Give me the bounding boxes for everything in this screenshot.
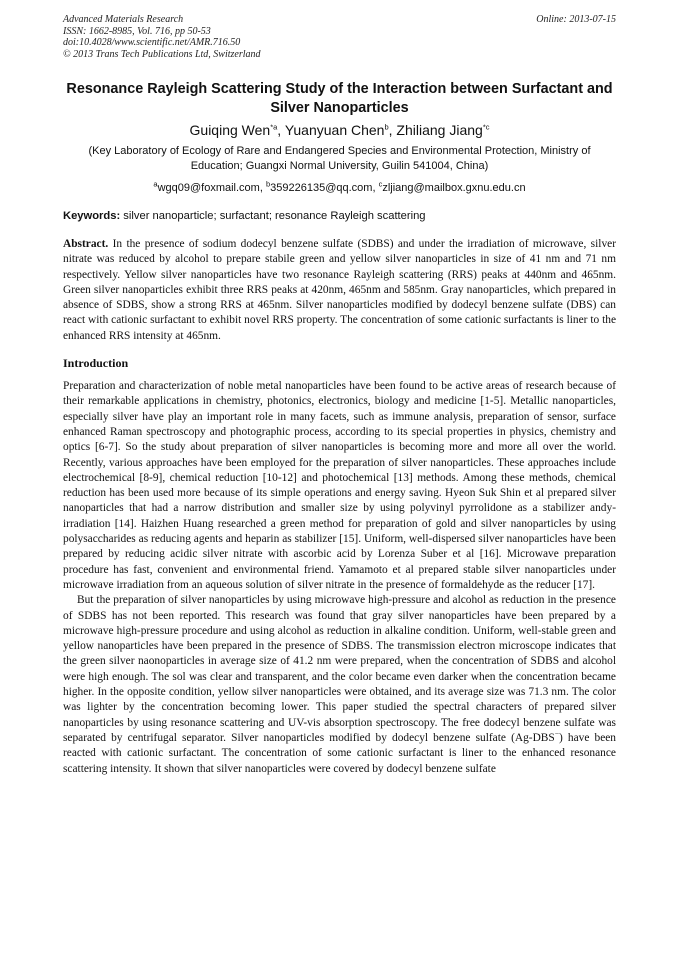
section-heading-introduction: Introduction (63, 356, 129, 371)
intro-paragraph: Preparation and characterization of noble metal nanoparticles have been found to be active areas of research because of their remarkable applications in chemistry, photonics, electronics, biology and medicine [1-5]. Metallic nanoparticles, especially silver have play an important role in many facets, such as immune analysis, preparation of sensor, surface enhanced Raman spectroscopy and photographic process, according to its special properties in physics, chemistry and optics [6-7]. So the study about preparation of silver nanoparticles is becoming more and more all over the world. Recently, various approaches have been employed for the preparation of silver nanoparticles. These approaches include electrochemical [8-9], chemical reduction [10-12] and photochemical [13] methods. Among these methods, chemical reduction has been used more because of its simple operations and energy saving. Hyeon Suk Shin et al prepared silver nanoparticles that had a narrow distribution and smaller size by using polyvinyl pyrrolidone as a stabilizer andy-irradiation [14]. Haizhen Huang researched a green method for preparation of gold and silver nanoparticles by using polysaccharides as reducing agents and heparin as stabilizer [15]. Uniform, well-dispersed silver nanoparticles have been prepared by reducing acidic silver nitrate with ascorbic acid by Lorenza Suber et al [16]. Microwave preparation procedure has fast, convenient and environmental friend. Yamamoto et al prepared stable silver nanoparticles under microwave irradiation from an aqueous solution of silver nitrate in the presence of formaldehyde as the reducer [17]. (63, 380, 616, 591)
intro-paragraph (63, 593, 616, 777)
abstract (63, 237, 616, 344)
keywords (63, 209, 616, 223)
journal-doi[interactable]: doi:10.4028/www.scientific.net/AMR.716.50 (63, 37, 241, 48)
email-list (63, 181, 616, 195)
author-separator: , (277, 122, 285, 138)
journal-header (63, 14, 616, 60)
affiliation: (Key Laboratory of Ecology of Rare and Endangered Species and Environmental Protection, Ministry of Education; Guangxi Normal University, Guilin 541004, China) (88, 145, 591, 172)
email-link[interactable]: wgq09@foxmail.com (157, 182, 260, 194)
keywords-label: Keywords: (63, 210, 121, 222)
email-link[interactable]: 359226135@qq.com (270, 182, 373, 194)
author-name: Yuanyuan Chen (284, 122, 385, 138)
email-marker: b (265, 179, 271, 189)
abstract-label: Abstract. (63, 238, 109, 250)
journal-name: Advanced Materials Research (63, 14, 184, 25)
email-separator: , (259, 182, 266, 194)
author-marker: *a (270, 122, 278, 132)
author-name: Zhiliang Jiang (396, 122, 483, 138)
journal-issn: ISSN: 1662-8985, Vol. 716, pp 50-53 (63, 25, 211, 37)
author-separator: , (388, 122, 397, 138)
author-marker: b (384, 122, 389, 132)
introduction-body (63, 379, 616, 777)
journal-copyright: © 2013 Trans Tech Publications Ltd, Switzerland (63, 48, 261, 60)
paper-title: Resonance Rayleigh Scattering Study of the Interaction between Surfactant and Silver Nanoparticles (66, 81, 613, 116)
email-separator: , (372, 182, 379, 194)
email-link[interactable]: zljiang@mailbox.gxnu.edu.cn (382, 182, 526, 194)
online-date: Online: 2013-07-15 (536, 14, 616, 25)
paper-page (63, 14, 616, 777)
abstract-text: In the presence of sodium dodecyl benzene sulfate (SDBS) and under the irradiation of microwave, silver nitrate was reduced by alcohol to prepare stabile green and yellow silver nanoparticles in size of 41 nm and 71 nm respectively. Yellow silver nanoparticles have two resonance Rayleigh scattering (RRS) peaks at 440nm and 465nm. Green silver nanoparticles exhibit three RRS peaks at 420nm, 465nm and 585nm. Gray nanoparticles, which prepared in absence of SDBS, show a strong RRS at 465nm. Silver nanoparticles modified by dodecyl benzene sulfate (DBS) can react with cationic surfactant to exhibit novel RRS property. The concentration of some cationic surfactants is liner to the enhanced RRS intensity at 465nm. (63, 238, 616, 342)
intro-paragraph-text: But the preparation of silver nanoparticles by using microwave high-pressure and alcohol as reduction in the presence of SDBS has not been reported. This research was found that gray silver nanoparticles have been prepared by a microwave high-pressure procedure and using alcohol as reduction in alkaline condition. Uniform, well-stable green and yellow nanoparticles have been prepared in the presence of SDBS. The transmission electron microscope indicates that the green silver naonoparticles in average size of 41.2 nm were prepared, when the concentration of SDBS and alcohol were high enough. The sol was clear and transparent, and the color became even darker when the concentration became higher. In the opposite condition, yellow silver nanoparticles were obtained, and its average size was 71.3 nm. The color was lighter by the concentration becoming lower. This paper studied the spectral characters of prepared silver nanoparticles by using resonance scattering and UV-vis absorption spectroscopy. The free dodecyl benzene sulfate was separated by centrifugal separator. Silver nanoparticles modified by dodecyl benzene sulfate (Ag-DBS (63, 594, 616, 744)
author-name: Guiqing Wen (189, 122, 271, 138)
author-marker: *c (482, 122, 490, 132)
charge-superscript: − (554, 729, 559, 739)
author-list (63, 121, 616, 139)
keywords-text: silver nanoparticle; surfactant; resonance Rayleigh scattering (120, 210, 426, 222)
email-marker: a (153, 179, 158, 189)
email-marker: c (378, 179, 383, 189)
intro-paragraph-text: ) have been reacted with cationic surfactant. The concentration of some cationic surfactant is liner to the enhanced resonance scattering intensity. It shown that silver nanoparticles were covered by dodecyl benzene sulfate (63, 731, 617, 775)
